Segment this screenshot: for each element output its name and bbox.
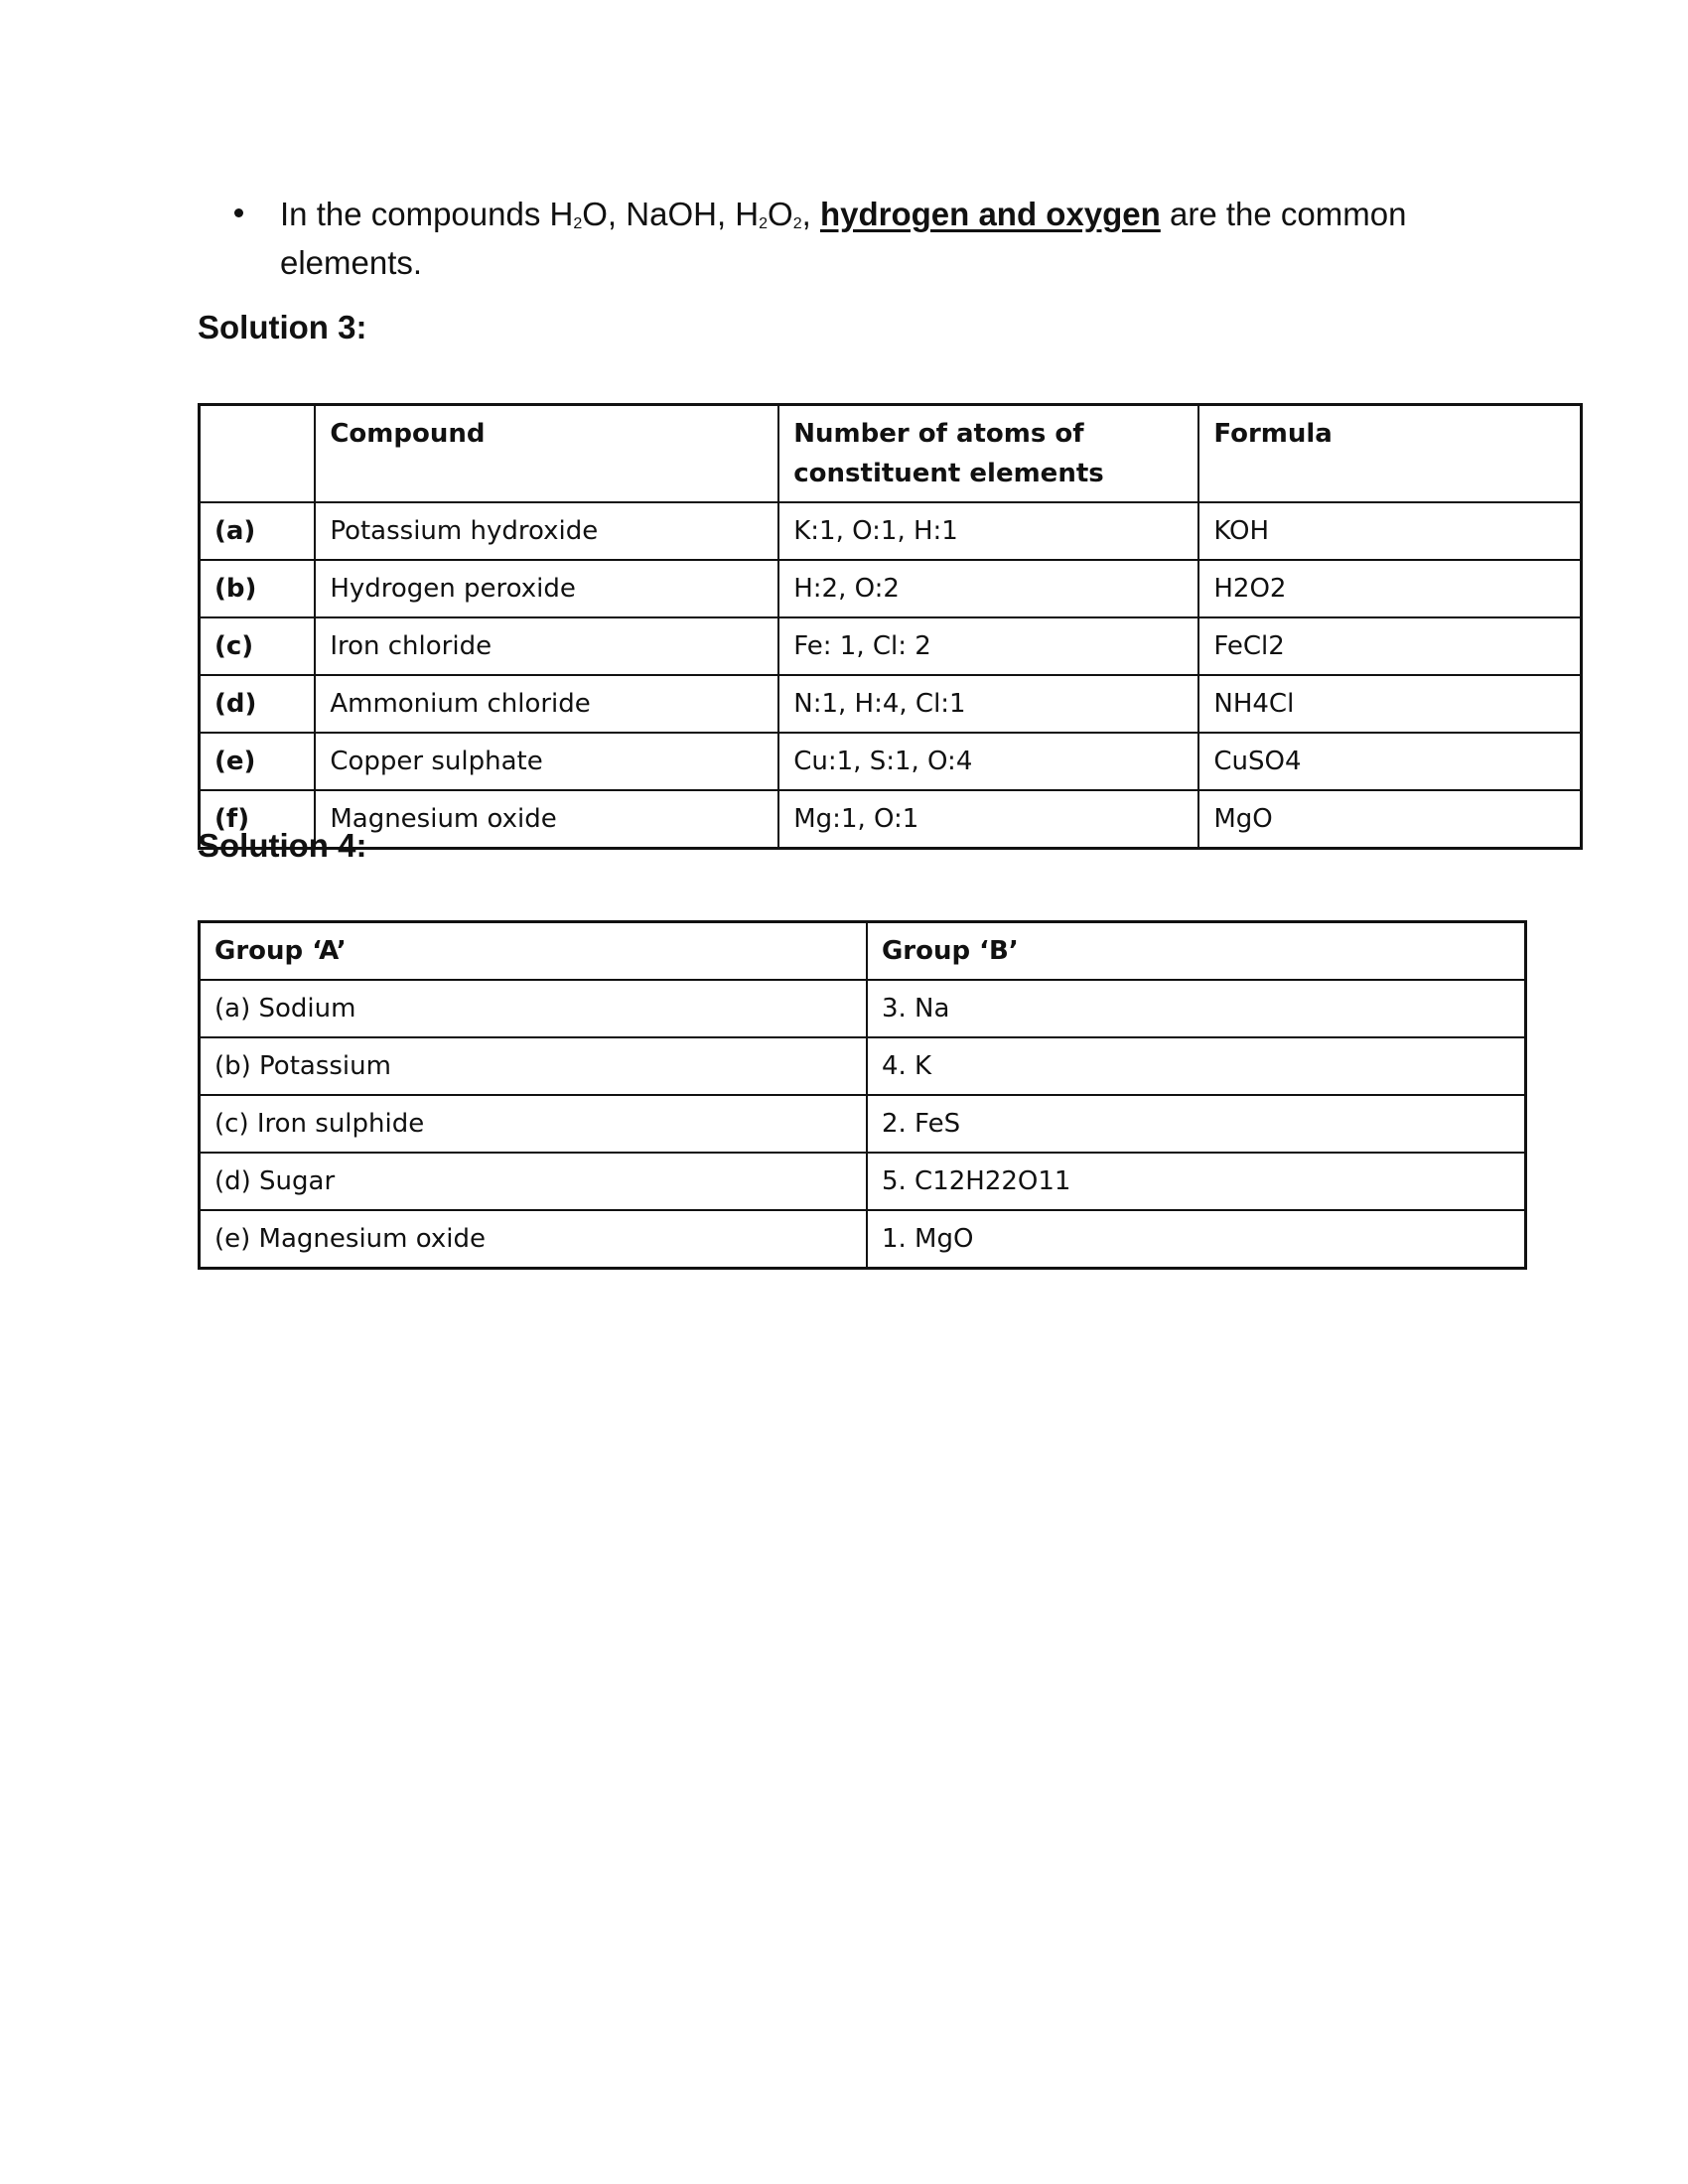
bullet-text-part: are the common elements. bbox=[280, 196, 1407, 281]
group-b-cell: 1. MgO bbox=[867, 1210, 1526, 1269]
table-row bbox=[200, 1153, 1526, 1210]
group-a-cell: (b) Potassium bbox=[200, 1037, 867, 1095]
bullet-text bbox=[280, 195, 1452, 282]
group-b-cell: 2. FeS bbox=[867, 1095, 1526, 1153]
group-b-cell: 4. K bbox=[867, 1037, 1526, 1095]
compound-cell: Magnesium oxide bbox=[315, 790, 778, 849]
solution-3-heading: Solution 3: bbox=[198, 309, 367, 345]
group-a-cell: (a) Sodium bbox=[200, 980, 867, 1037]
row-label: (f) bbox=[200, 790, 316, 849]
row-label: (a) bbox=[200, 502, 316, 560]
bullet-text-part: O bbox=[768, 196, 793, 232]
table-row bbox=[200, 502, 1582, 560]
bullet-dot-icon bbox=[234, 208, 243, 217]
subscript: 2 bbox=[759, 215, 769, 232]
formula-cell: KOH bbox=[1198, 502, 1581, 560]
table-row bbox=[200, 790, 1582, 849]
row-label: (b) bbox=[200, 560, 316, 617]
formula-cell: NH4Cl bbox=[1198, 675, 1581, 733]
atoms-cell: Cu:1, S:1, O:4 bbox=[778, 733, 1198, 790]
bullet-text-part: In the compounds H bbox=[280, 196, 574, 232]
header-cell bbox=[200, 405, 316, 503]
formula-cell: CuSO4 bbox=[1198, 733, 1581, 790]
group-b-cell: 5. C12H22O11 bbox=[867, 1153, 1526, 1210]
bullet-text-part: , bbox=[801, 196, 820, 232]
group-a-cell: (d) Sugar bbox=[200, 1153, 867, 1210]
compound-cell: Potassium hydroxide bbox=[315, 502, 778, 560]
solution-3-table bbox=[198, 403, 1583, 850]
group-a-cell: (e) Magnesium oxide bbox=[200, 1210, 867, 1269]
header-cell: Group ‘B’ bbox=[867, 922, 1526, 981]
compound-cell: Iron chloride bbox=[315, 617, 778, 675]
row-label: (d) bbox=[200, 675, 316, 733]
header-cell: Compound bbox=[315, 405, 778, 503]
group-a-cell: (c) Iron sulphide bbox=[200, 1095, 867, 1153]
table-row bbox=[200, 560, 1582, 617]
row-label: (e) bbox=[200, 733, 316, 790]
table-row bbox=[200, 980, 1526, 1037]
solution-4-table bbox=[198, 920, 1527, 1270]
row-label: (c) bbox=[200, 617, 316, 675]
group-b-cell: 3. Na bbox=[867, 980, 1526, 1037]
solution-4-heading: Solution 4: bbox=[198, 827, 367, 864]
compound-cell: Ammonium chloride bbox=[315, 675, 778, 733]
formula-cell: FeCl2 bbox=[1198, 617, 1581, 675]
subscript: 2 bbox=[792, 215, 802, 232]
table-row bbox=[200, 675, 1582, 733]
table-row bbox=[200, 1095, 1526, 1153]
atoms-cell: Mg:1, O:1 bbox=[778, 790, 1198, 849]
atoms-cell: H:2, O:2 bbox=[778, 560, 1198, 617]
header-cell: Group ‘A’ bbox=[200, 922, 867, 981]
table-row bbox=[200, 617, 1582, 675]
atoms-cell: Fe: 1, Cl: 2 bbox=[778, 617, 1198, 675]
formula-cell: H2O2 bbox=[1198, 560, 1581, 617]
table-header-row bbox=[200, 405, 1582, 503]
subscript: 2 bbox=[573, 215, 583, 232]
header-cell: Formula bbox=[1198, 405, 1581, 503]
formula-cell: MgO bbox=[1198, 790, 1581, 849]
header-cell: Number of atoms of constituent elements bbox=[778, 405, 1198, 503]
table-row bbox=[200, 733, 1582, 790]
bullet-text-part: O, NaOH, H bbox=[582, 196, 760, 232]
atoms-cell: N:1, H:4, Cl:1 bbox=[778, 675, 1198, 733]
compound-cell: Hydrogen peroxide bbox=[315, 560, 778, 617]
atoms-cell: K:1, O:1, H:1 bbox=[778, 502, 1198, 560]
emphasis-text: hydrogen and oxygen bbox=[819, 196, 1161, 232]
table-row bbox=[200, 1210, 1526, 1269]
compound-cell: Copper sulphate bbox=[315, 733, 778, 790]
table-row bbox=[200, 1037, 1526, 1095]
table-header-row bbox=[200, 922, 1526, 981]
